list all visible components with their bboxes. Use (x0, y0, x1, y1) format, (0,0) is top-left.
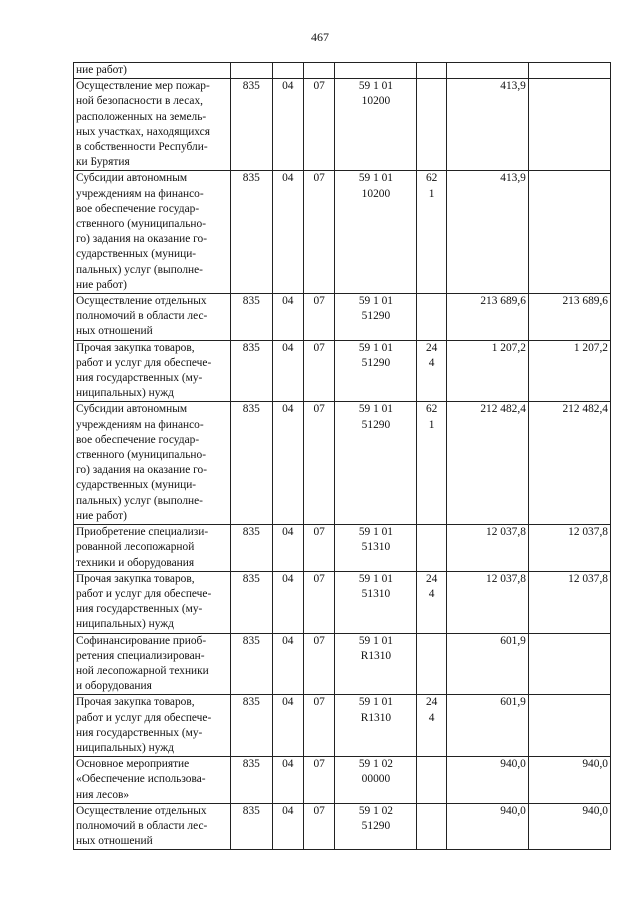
table-row (74, 171, 611, 294)
section-code-cell (272, 63, 303, 79)
target-item-code-cell: 59 1 01 10200 (335, 79, 417, 171)
section-code-cell: 04 (272, 340, 303, 402)
table-row (74, 79, 611, 171)
amount-second-cell (528, 695, 610, 757)
row-name-cell: Осуществление мер пожар- ной безопасности в лесах, расположенных на земель- ных участках, находящихся в собственности Республи- ки Бурятия (74, 79, 231, 171)
ved-code-cell: 835 (231, 294, 273, 341)
amount-cell: 940,0 (446, 757, 528, 804)
target-item-code-cell (335, 63, 417, 79)
amount-second-cell (528, 63, 610, 79)
section-code-cell: 04 (272, 803, 303, 850)
subsection-code-cell: 07 (303, 340, 334, 402)
table-row (74, 402, 611, 525)
expense-type-code-cell (417, 757, 446, 804)
section-code-cell: 04 (272, 402, 303, 525)
section-code-cell: 04 (272, 525, 303, 572)
target-item-code-cell: 59 1 01 51310 (335, 525, 417, 572)
expense-type-code-cell: 24 4 (417, 571, 446, 633)
row-name-cell: Прочая закупка товаров, работ и услуг для обеспече- ния государственных (му- ниципальных) нужд (74, 695, 231, 757)
amount-cell: 12 037,8 (446, 571, 528, 633)
ved-code-cell: 835 (231, 571, 273, 633)
row-name-cell: Основное мероприятие «Обеспечение использова- ния лесов» (74, 757, 231, 804)
target-item-code-cell: 59 1 01 10200 (335, 171, 417, 294)
expense-type-code-cell (417, 525, 446, 572)
section-code-cell: 04 (272, 294, 303, 341)
ved-code-cell: 835 (231, 402, 273, 525)
budget-table-body (74, 63, 611, 850)
expense-type-code-cell: 62 1 (417, 171, 446, 294)
row-name-cell: Субсидии автономным учреждениям на финансо- вое обеспечение государ- ственного (муниципально- го) задания на оказание го- сударственных (муници- пальных) услуг (выполне- ние работ) (74, 171, 231, 294)
row-name-cell: Софинансирование приоб- ретения специализирован- ной лесопожарной техники и оборудования (74, 633, 231, 695)
section-code-cell: 04 (272, 171, 303, 294)
target-item-code-cell: 59 1 02 00000 (335, 757, 417, 804)
table-row (74, 294, 611, 341)
table-row (74, 757, 611, 804)
section-code-cell: 04 (272, 571, 303, 633)
row-name-cell: Прочая закупка товаров, работ и услуг для обеспече- ния государственных (му- ниципальных) нужд (74, 340, 231, 402)
ved-code-cell: 835 (231, 757, 273, 804)
amount-second-cell: 12 037,8 (528, 525, 610, 572)
ved-code-cell: 835 (231, 803, 273, 850)
amount-second-cell: 940,0 (528, 757, 610, 804)
row-name-cell: Осуществление отдельных полномочий в области лес- ных отношений (74, 294, 231, 341)
expense-type-code-cell (417, 803, 446, 850)
amount-second-cell (528, 79, 610, 171)
ved-code-cell: 835 (231, 695, 273, 757)
expense-type-code-cell: 24 4 (417, 340, 446, 402)
row-name-cell: Прочая закупка товаров, работ и услуг для обеспече- ния государственных (му- ниципальных) нужд (74, 571, 231, 633)
amount-second-cell: 12 037,8 (528, 571, 610, 633)
amount-second-cell: 1 207,2 (528, 340, 610, 402)
row-name-cell: Субсидии автономным учреждениям на финансо- вое обеспечение государ- ственного (муниципально- го) задания на оказание го- сударственных (муници- пальных) услуг (выполне- ние работ) (74, 402, 231, 525)
table-row (74, 340, 611, 402)
target-item-code-cell: 59 1 01 51290 (335, 340, 417, 402)
table-row (74, 525, 611, 572)
amount-cell: 413,9 (446, 171, 528, 294)
expense-type-code-cell (417, 294, 446, 341)
amount-cell: 12 037,8 (446, 525, 528, 572)
budget-table (73, 62, 611, 850)
ved-code-cell: 835 (231, 525, 273, 572)
ved-code-cell (231, 63, 273, 79)
target-item-code-cell: 59 1 01 51310 (335, 571, 417, 633)
ved-code-cell: 835 (231, 79, 273, 171)
expense-type-code-cell: 24 4 (417, 695, 446, 757)
table-row (74, 571, 611, 633)
subsection-code-cell: 07 (303, 757, 334, 804)
amount-cell: 212 482,4 (446, 402, 528, 525)
ved-code-cell: 835 (231, 171, 273, 294)
table-row (74, 695, 611, 757)
section-code-cell: 04 (272, 695, 303, 757)
ved-code-cell: 835 (231, 633, 273, 695)
amount-cell: 1 207,2 (446, 340, 528, 402)
section-code-cell: 04 (272, 633, 303, 695)
expense-type-code-cell: 62 1 (417, 402, 446, 525)
ved-code-cell: 835 (231, 340, 273, 402)
row-name-cell: ние работ) (74, 63, 231, 79)
amount-second-cell (528, 633, 610, 695)
subsection-code-cell: 07 (303, 803, 334, 850)
amount-cell: 601,9 (446, 695, 528, 757)
target-item-code-cell: 59 1 01 R1310 (335, 633, 417, 695)
subsection-code-cell (303, 63, 334, 79)
amount-cell: 940,0 (446, 803, 528, 850)
expense-type-code-cell (417, 633, 446, 695)
expense-type-code-cell (417, 63, 446, 79)
subsection-code-cell: 07 (303, 525, 334, 572)
amount-second-cell: 940,0 (528, 803, 610, 850)
subsection-code-cell: 07 (303, 571, 334, 633)
subsection-code-cell: 07 (303, 171, 334, 294)
subsection-code-cell: 07 (303, 633, 334, 695)
subsection-code-cell: 07 (303, 695, 334, 757)
target-item-code-cell: 59 1 01 R1310 (335, 695, 417, 757)
amount-cell: 413,9 (446, 79, 528, 171)
page-number: 467 (311, 30, 329, 44)
amount-cell (446, 63, 528, 79)
target-item-code-cell: 59 1 02 51290 (335, 803, 417, 850)
table-row (74, 63, 611, 79)
target-item-code-cell: 59 1 01 51290 (335, 294, 417, 341)
section-code-cell: 04 (272, 79, 303, 171)
amount-second-cell (528, 171, 610, 294)
table-row (74, 803, 611, 850)
row-name-cell: Осуществление отдельных полномочий в области лес- ных отношений (74, 803, 231, 850)
target-item-code-cell: 59 1 01 51290 (335, 402, 417, 525)
subsection-code-cell: 07 (303, 294, 334, 341)
expense-type-code-cell (417, 79, 446, 171)
subsection-code-cell: 07 (303, 402, 334, 525)
table-row (74, 633, 611, 695)
amount-cell: 601,9 (446, 633, 528, 695)
amount-second-cell: 213 689,6 (528, 294, 610, 341)
amount-second-cell: 212 482,4 (528, 402, 610, 525)
row-name-cell: Приобретение специализи- рованной лесопожарной техники и оборудования (74, 525, 231, 572)
amount-cell: 213 689,6 (446, 294, 528, 341)
section-code-cell: 04 (272, 757, 303, 804)
subsection-code-cell: 07 (303, 79, 334, 171)
